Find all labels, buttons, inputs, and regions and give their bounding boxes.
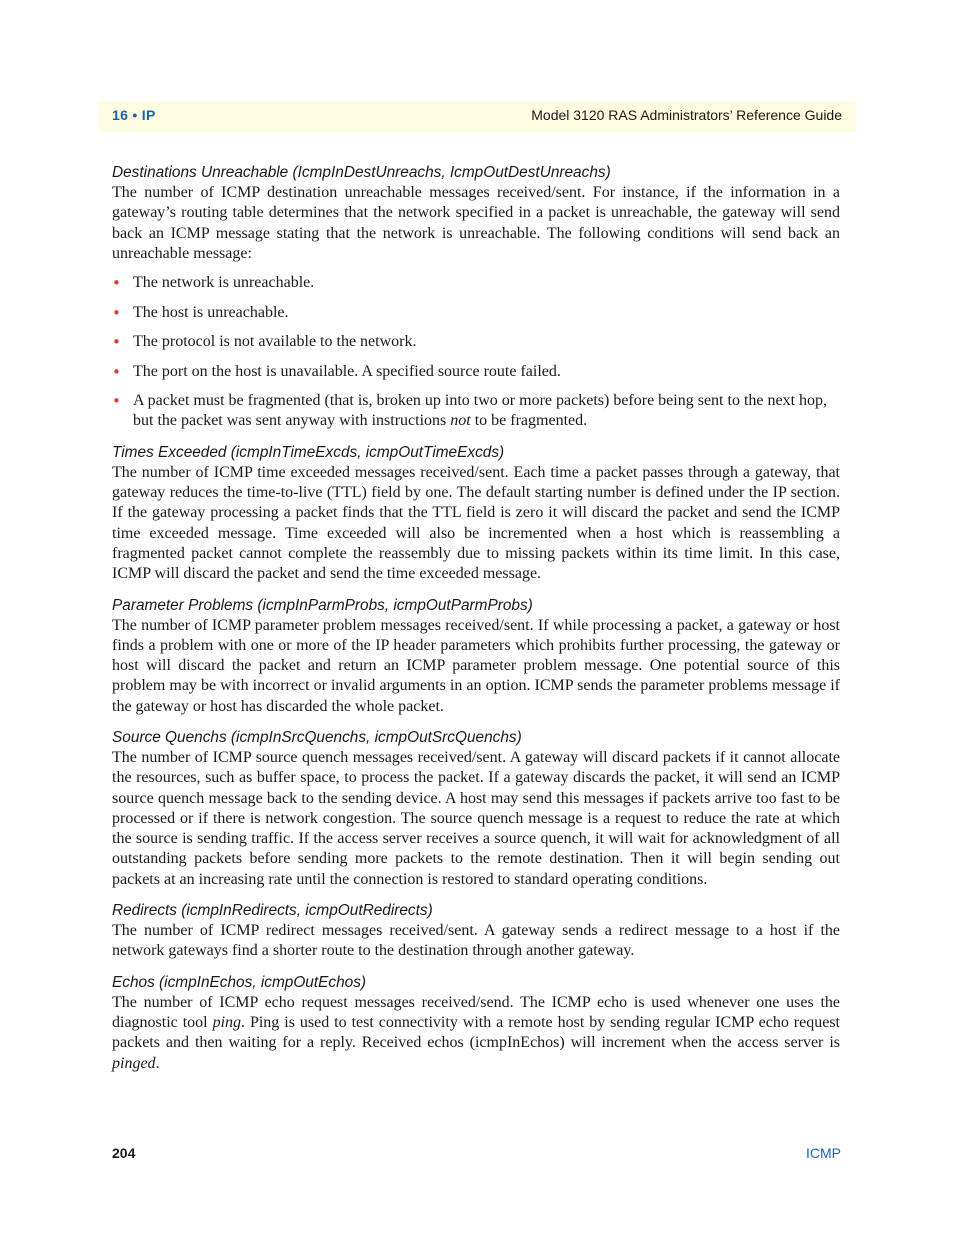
list-item: • A packet must be fragmented (that is, broken up into two or more packets) before being sent to the next hop, but the packet was sent anyway with instructions not to be fragmented. (112, 392, 828, 430)
section-body: The number of ICMP time exceeded messages received/sent. Each time a packet passes through a gateway, that gateway reduces the time-to-live (TTL) field by one. The default starting number is defined under the IP section. If the gateway processing a packet finds that the TTL field is zero it will discard the packet and send the ICMP time exceeded message. Time exceeded will also be incremented when a host which is reassembling a fragmented packet cannot complete the reassembly due to missing packets within its time limit. In this case, ICMP will discard the packet and send the time exceeded message. (112, 463, 840, 583)
section-body: The number of ICMP echo request messages received/send. The ICMP echo is used whenever one uses the diagnostic tool ping. Ping is used to test connectivity with a remote host by sending regular ICMP echo request packets and then waiting for a reply. Received echos (icmpInEchos) will increment when the access server is pinged. (112, 993, 841, 1072)
section-heading: Source Quenchs (icmpInSrcQuenchs, icmpOutSrcQuenchs) (112, 728, 522, 746)
section-heading: Redirects (icmpInRedirects, icmpOutRedirects) (112, 902, 433, 920)
section-heading: Destinations Unreachable (IcmpInDestUnreachs, IcmpOutDestUnreachs) (112, 164, 611, 181)
bullet-icon: • (112, 333, 121, 352)
list-item: • The protocol is not available to the network. (112, 333, 417, 352)
header-guide-title: Model 3120 RAS Administrators’ Reference Guide (531, 107, 842, 123)
bullet-icon: • (112, 392, 121, 411)
list-item: • The host is unreachable. (112, 303, 289, 322)
section-body: The number of ICMP parameter problem messages received/sent. If while processing a packet, a gateway or host finds a problem with one or more of the IP header parameters which prohibits further processing, the gateway or host will discard the packet and return an ICMP parameter problem message. One potential source of this problem may be with incorrect or invalid arguments in an option. ICMP sends the parameter problems message if the gateway or host has discarded the whole packet. (112, 616, 840, 715)
section-parameter-problems (112, 595, 840, 717)
bullet-icon: • (112, 362, 121, 381)
page-header (99, 101, 856, 132)
header-chapter: 16 • IP (112, 107, 156, 123)
bullet-icon: • (112, 274, 121, 293)
section-body: The number of ICMP source quench messages received/sent. A gateway will discard packets if it cannot allocate the resources, such as buffer space, to process the packet. If a gateway discards the packet, it will send an ICMP source quench message back to the sending device. A host may send this messages if packets arrive too fast to be processed or if there is network congestion. The source quench message is a request to reduce the rate at which the source is sending traffic. If the access server receives a source quench, it will wait for acknowledgment of all outstanding packets before sending more packets to the remote destination. Then it will begin sending out packets at an increasing rate until the connection is restored to standard operating conditions. (112, 748, 840, 888)
section-echos (112, 972, 840, 1074)
section-redirects (112, 900, 840, 962)
section-heading: Times Exceeded (icmpInTimeExcds, icmpOutTimeExcds) (112, 443, 505, 461)
page-content (112, 160, 840, 1084)
bullet-icon: • (112, 303, 121, 322)
list-item: • The network is unreachable. (112, 274, 315, 293)
footer-section-name: ICMP (806, 1145, 841, 1161)
section-body: The number of ICMP destination unreachable messages received/sent. For instance, if the information in a gateway’s routing table determines that the network specified in a packet is unreachable, the gateway will send back an ICMP message stating that the network is unreachable. The following conditions will send back an unreachable message: (112, 184, 840, 262)
page-number: 204 (112, 1145, 136, 1161)
section-heading: Echos (icmpInEchos, icmpOutEchos) (112, 973, 367, 991)
section-body: The number of ICMP redirect messages received/sent. A gateway sends a redirect message to a host if the network gateways find a shorter route to the destination through another gateway. (112, 922, 840, 960)
section-heading: Parameter Problems (icmpInParmProbs, icmpOutParmProbs) (112, 596, 533, 614)
bullet-list (112, 273, 840, 432)
list-item: • The port on the host is unavailable. A specified source route failed. (112, 362, 561, 381)
section-destinations-unreachable (112, 162, 840, 432)
section-times-exceeded (112, 442, 840, 585)
section-source-quenchs (112, 727, 840, 890)
